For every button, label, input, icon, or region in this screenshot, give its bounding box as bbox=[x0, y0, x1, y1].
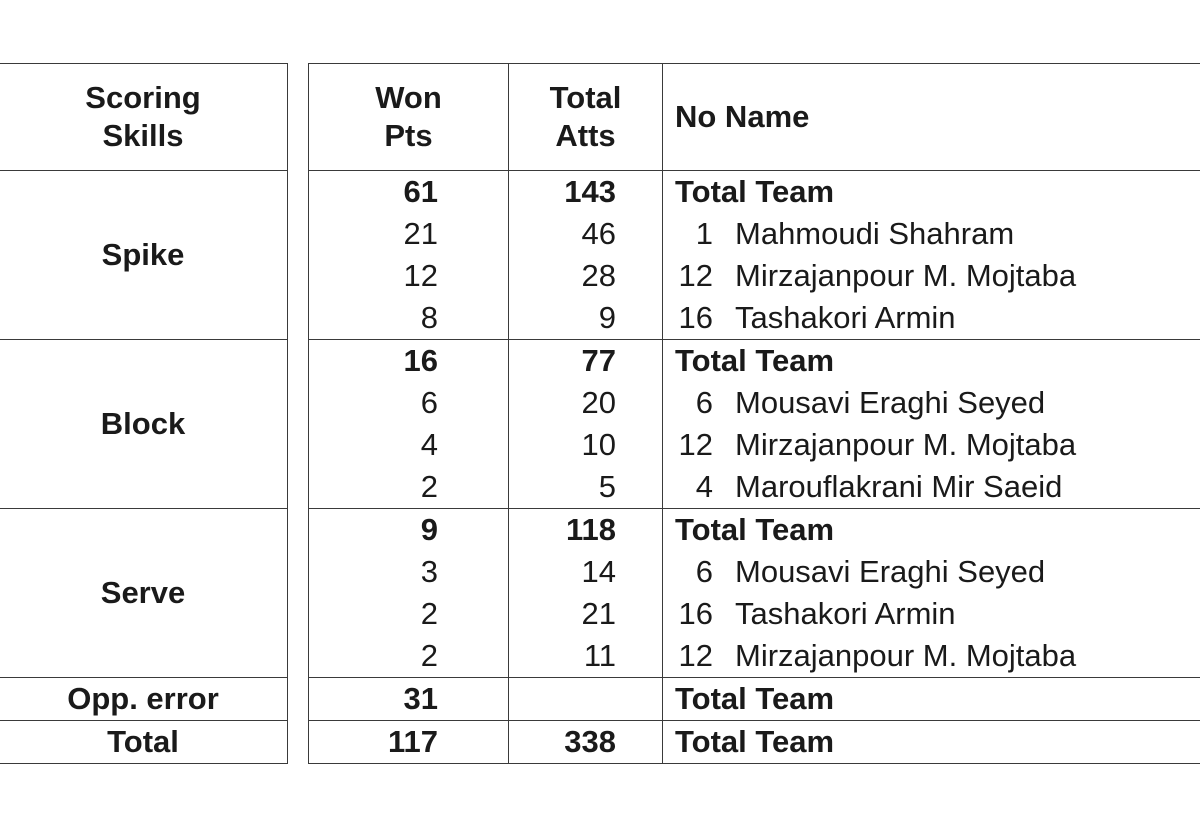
player-line bbox=[663, 466, 1200, 508]
total-atts-value: 9 bbox=[598, 300, 616, 335]
won-pts-value: 4 bbox=[420, 427, 438, 462]
header-won-pts bbox=[309, 64, 509, 171]
player-name-cell bbox=[663, 678, 1200, 721]
total-atts-value: 143 bbox=[564, 174, 616, 209]
total-row bbox=[309, 721, 1200, 764]
won-pts-cell bbox=[309, 171, 509, 340]
player-number: 4 bbox=[695, 469, 713, 504]
total-team-label: Total Team bbox=[675, 681, 835, 716]
total-atts-value: 11 bbox=[583, 638, 616, 673]
won-pts-value: 6 bbox=[420, 385, 438, 420]
player-line bbox=[663, 340, 1200, 382]
won-pts-value: 16 bbox=[403, 343, 438, 378]
won-pts-value: 8 bbox=[420, 300, 438, 335]
won-pts-cell bbox=[309, 340, 509, 509]
skill-block: Block bbox=[0, 340, 288, 509]
player-name: Mirzajanpour M. Mojtaba bbox=[735, 638, 1077, 673]
won-pts-value: 21 bbox=[403, 216, 438, 251]
skill-spike: Spike bbox=[0, 171, 288, 340]
total-atts-value: 77 bbox=[581, 343, 616, 378]
player-line bbox=[663, 297, 1200, 339]
player-line bbox=[663, 255, 1200, 297]
won-pts-value: 3 bbox=[420, 554, 438, 589]
player-name: Tashakori Armin bbox=[735, 300, 956, 335]
opp-error-row bbox=[309, 678, 1200, 721]
header-scoring-skills-line1: Scoring bbox=[85, 80, 201, 115]
player-line bbox=[663, 509, 1200, 551]
header-atts-line2: Atts bbox=[555, 118, 616, 153]
player-line bbox=[663, 382, 1200, 424]
player-name-cell bbox=[663, 171, 1200, 340]
player-name: Mousavi Eraghi Seyed bbox=[735, 554, 1046, 589]
player-name: Mirzajanpour M. Mojtaba bbox=[735, 427, 1077, 462]
player-name: Mousavi Eraghi Seyed bbox=[735, 385, 1046, 420]
won-pts-value: 117 bbox=[387, 724, 438, 759]
player-name-cell bbox=[663, 721, 1200, 764]
won-pts-value: 9 bbox=[420, 512, 438, 547]
skill-total: Total bbox=[0, 721, 288, 764]
total-team-label: Total Team bbox=[675, 174, 835, 209]
player-line bbox=[663, 171, 1200, 213]
won-pts-value: 31 bbox=[403, 681, 438, 716]
player-number: 1 bbox=[695, 216, 713, 251]
stats-table bbox=[308, 63, 1200, 764]
player-number: 12 bbox=[678, 638, 713, 673]
total-team-label: Total Team bbox=[675, 512, 835, 547]
total-atts-cell bbox=[509, 340, 663, 509]
header-won-line1: Won bbox=[375, 80, 442, 115]
total-atts-value: 5 bbox=[598, 469, 616, 504]
player-name: Mirzajanpour M. Mojtaba bbox=[735, 258, 1077, 293]
won-pts-value: 12 bbox=[403, 258, 438, 293]
player-name-cell bbox=[663, 340, 1200, 509]
total-atts-value: 28 bbox=[581, 258, 616, 293]
total-atts-cell bbox=[509, 721, 663, 764]
total-atts-value: 46 bbox=[581, 216, 616, 251]
header-scoring-skills-line2: Skills bbox=[102, 118, 184, 153]
player-name: Mahmoudi Shahram bbox=[735, 216, 1015, 251]
total-atts-value: 10 bbox=[581, 427, 616, 462]
won-pts-value: 2 bbox=[420, 638, 438, 673]
player-number: 6 bbox=[695, 385, 713, 420]
player-number: 12 bbox=[678, 427, 713, 462]
player-line bbox=[663, 593, 1200, 635]
table-row bbox=[309, 509, 1200, 678]
skills-table bbox=[0, 63, 288, 764]
player-line bbox=[663, 424, 1200, 466]
skill-serve: Serve bbox=[0, 509, 288, 678]
player-name-cell bbox=[663, 509, 1200, 678]
header-no-name: No Name bbox=[663, 64, 1200, 171]
player-name: Marouflakrani Mir Saeid bbox=[735, 469, 1063, 504]
player-name: Tashakori Armin bbox=[735, 596, 956, 631]
player-number: 16 bbox=[678, 596, 713, 631]
player-number: 12 bbox=[678, 258, 713, 293]
header-won-line2: Pts bbox=[384, 118, 433, 153]
won-pts-value: 2 bbox=[420, 469, 438, 504]
player-number: 16 bbox=[678, 300, 713, 335]
player-line bbox=[663, 551, 1200, 593]
total-atts-value: 14 bbox=[581, 554, 616, 589]
total-atts-cell bbox=[509, 171, 663, 340]
total-atts-value: 118 bbox=[565, 512, 616, 547]
total-atts-value: 338 bbox=[564, 724, 616, 759]
total-atts-cell bbox=[509, 678, 663, 721]
won-pts-cell bbox=[309, 678, 509, 721]
skill-opp-error: Opp. error bbox=[0, 678, 288, 721]
table-row bbox=[309, 340, 1200, 509]
header-scoring-skills bbox=[0, 64, 288, 171]
total-atts-value bbox=[509, 678, 662, 720]
player-line bbox=[663, 635, 1200, 677]
won-pts-cell bbox=[309, 721, 509, 764]
total-atts-cell bbox=[509, 509, 663, 678]
player-number: 6 bbox=[695, 554, 713, 589]
won-pts-value: 2 bbox=[420, 596, 438, 631]
total-team-label: Total Team bbox=[675, 343, 835, 378]
total-team-label: Total Team bbox=[675, 724, 835, 759]
total-atts-value: 21 bbox=[581, 596, 616, 631]
header-total-atts bbox=[509, 64, 663, 171]
total-atts-value: 20 bbox=[581, 385, 616, 420]
table-row bbox=[309, 171, 1200, 340]
player-line bbox=[663, 213, 1200, 255]
header-atts-line1: Total bbox=[549, 80, 622, 115]
won-pts-value: 61 bbox=[403, 174, 438, 209]
won-pts-cell bbox=[309, 509, 509, 678]
